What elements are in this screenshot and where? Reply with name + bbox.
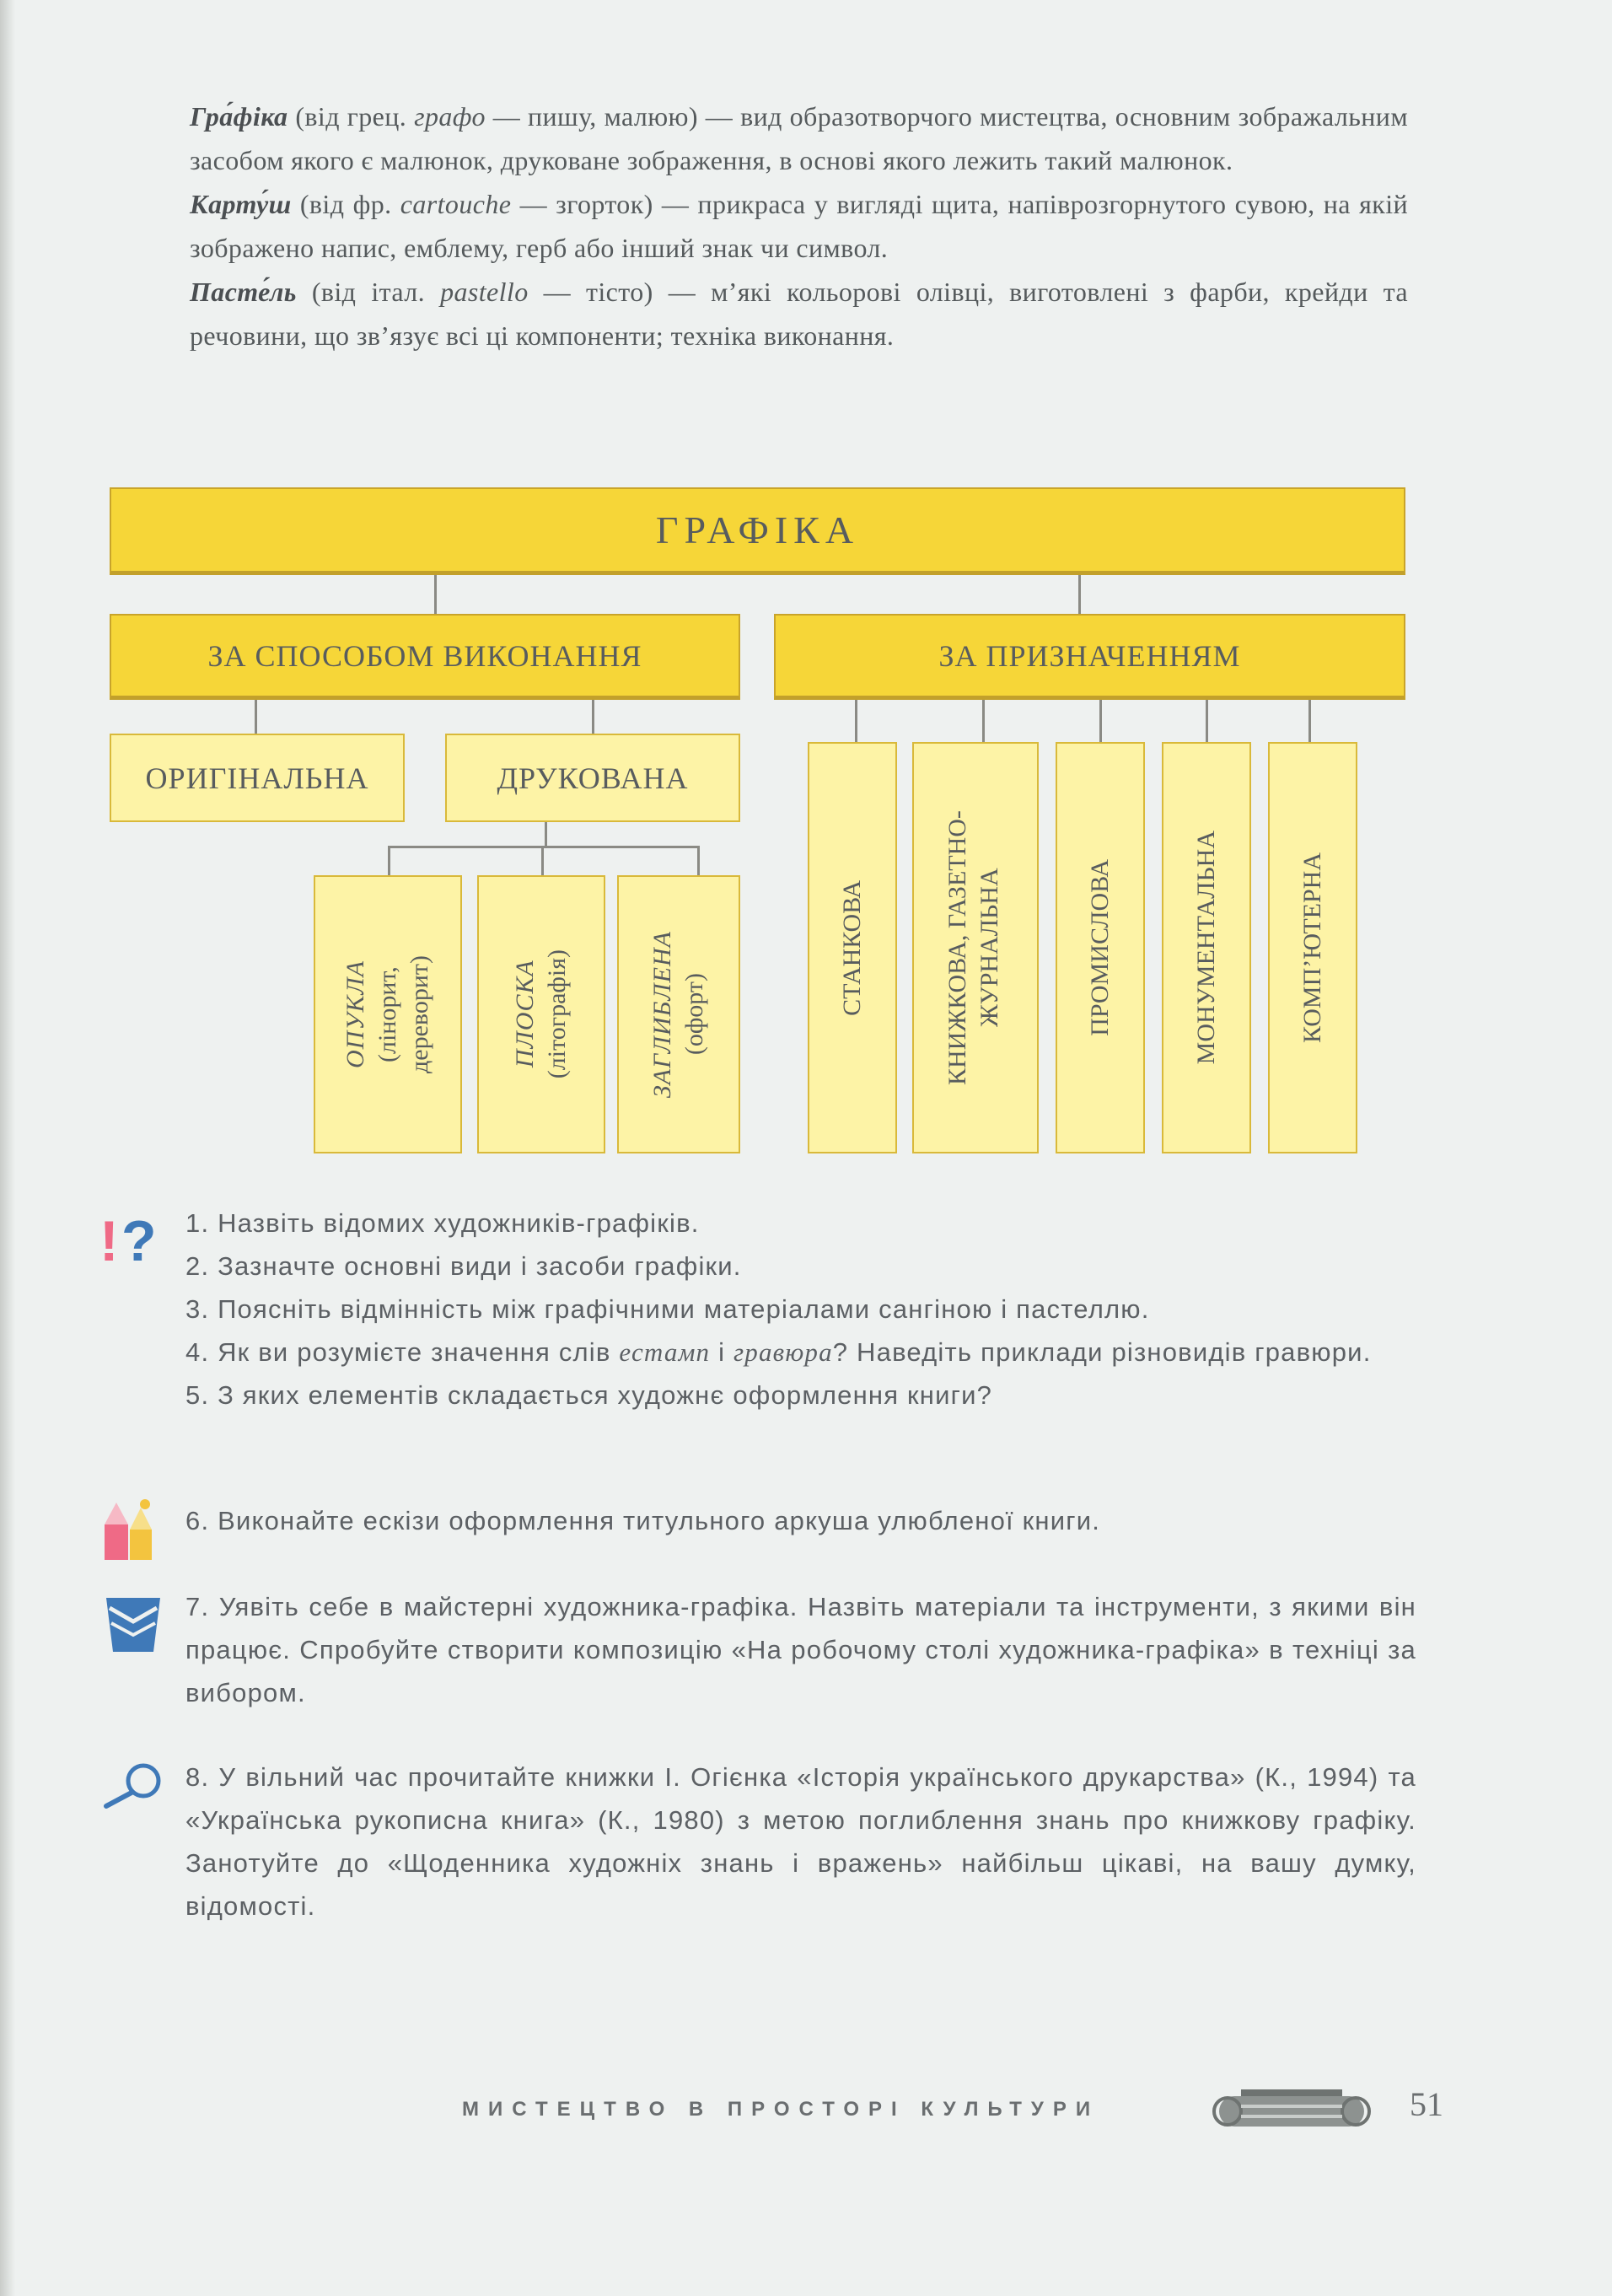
print-type-note: (офорт) <box>680 973 708 1056</box>
connector-line <box>255 700 257 734</box>
box-print-intaglio <box>617 875 740 1153</box>
connector-line <box>388 846 390 875</box>
print-type-name: ОПУКЛА <box>341 960 369 1069</box>
question-icon <box>98 1208 174 1276</box>
question-5: 5. З яких елементів складається художнє оформлення книги? <box>185 1380 993 1410</box>
magnifier-icon <box>99 1759 172 1809</box>
connector-line <box>982 700 985 742</box>
page-number: 51 <box>1410 2085 1443 2123</box>
glossary-entry-kartush: Карту́ш (від фр. cartouche — згорток) — прикраса у вигляді щита, напіврозгорнутого сувою, на якій зображено напис, емблему, герб або інший знак чи символ. <box>190 189 1409 263</box>
box-original: ОРИГІНАЛЬНА <box>110 734 405 822</box>
glossary-term: Карту́ш <box>190 189 292 219</box>
task-6: 6. Виконайте ескізи оформлення титульного аркуша улюбленої книги. <box>185 1506 1101 1535</box>
branch-by-execution: ЗА СПОСОБОМ ВИКОНАННЯ <box>110 614 740 700</box>
connector-line <box>545 822 547 846</box>
box-purpose-book: КНИЖКОВА, ГАЗЕТНО-ЖУРНАЛЬНА <box>912 742 1039 1153</box>
box-purpose-monumental: МОНУМЕНТАЛЬНА <box>1162 742 1251 1153</box>
running-head: МИСТЕЦТВО В ПРОСТОРІ КУЛЬТУРИ <box>462 2098 1100 2121</box>
connector-line <box>1308 700 1311 742</box>
box-purpose-easel: СТАНКОВА <box>808 742 897 1153</box>
brushes-cup-icon <box>101 1589 165 1657</box>
glossary-term: Гра́фіка <box>190 101 288 132</box>
box-print-relief <box>314 875 462 1153</box>
question-2: 2. Зазначте основні види і засоби графіки. <box>185 1251 742 1281</box>
task-8: 8. У вільний час прочитайте книжки І. Огієнка «Історія українського друкарства» (К., 1994) та «Українська рукописна книга» (К., 1980) з метою поглиблення знань про книжкову графіку. Занотуйте до «Щоденника художніх знань і вражень» найбільш цікаві, на вашу думку, відомості. <box>185 1762 1416 1921</box>
connector-line <box>592 700 594 734</box>
diagram-title: ГРАФІКА <box>110 487 1405 575</box>
question-4: 4. Як ви розумієте значення слів естамп і гравюра? Наведіть приклади різновидів гравюри. <box>185 1337 1372 1367</box>
svg-text:!: ! <box>99 1209 119 1273</box>
page-edge <box>0 0 15 2296</box>
connector-line <box>1078 575 1081 614</box>
connector-line <box>1099 700 1102 742</box>
box-purpose-computer: КОМП’ЮТЕРНА <box>1268 742 1357 1153</box>
question-1: 1. Назвіть відомих художників-графіків. <box>185 1208 700 1238</box>
connector-line <box>388 846 700 848</box>
print-type-name: ПЛОСКА <box>511 960 539 1068</box>
review-questions <box>185 1202 1416 1417</box>
glossary-entry-pastel: Пасте́ль (від італ. pastello — тісто) — м’які кольорові олівці, виготовлені з фарби, крейди та речовини, що зв’язує всі ці компоненти; техніка виконання. <box>190 277 1408 351</box>
connector-line <box>1206 700 1208 742</box>
branch-by-purpose: ЗА ПРИЗНАЧЕННЯМ <box>774 614 1405 700</box>
ornament-icon <box>1207 2083 1376 2138</box>
print-type-note: (літографія) <box>543 949 571 1079</box>
pencils-icon <box>101 1492 167 1563</box>
box-print-flat <box>477 875 605 1153</box>
box-printed: ДРУКОВАНА <box>445 734 740 822</box>
connector-line <box>697 846 700 875</box>
connector-line <box>434 575 437 614</box>
glossary-term: Пасте́ль <box>190 277 297 307</box>
question-3: 3. Поясніть відмінність між графічними матеріалами сангіною і пастеллю. <box>185 1294 1150 1324</box>
task-7: 7. Уявіть себе в майстерні художника-графіка. Назвіть матеріали та інструменти, з якими він працює. Спробуйте створити композицію «На робочому столі художника-графіка» в техніці за вибором. <box>185 1592 1416 1707</box>
svg-text:?: ? <box>121 1209 157 1273</box>
connector-line <box>855 700 857 742</box>
print-type-note: (лінорит, дереворит) <box>373 955 433 1074</box>
glossary-entry-grafika: Гра́фіка (від грец. графо — пишу, малюю) — вид образотворчого мистецтва, основним зображальним засобом якого є малюнок, друковане зображення, в основі якого лежить такий малюнок. <box>190 101 1408 175</box>
glossary <box>190 94 1408 358</box>
box-purpose-industrial: ПРОМИСЛОВА <box>1056 742 1145 1153</box>
print-type-name: ЗАГЛИБЛЕНА <box>648 930 676 1099</box>
connector-line <box>541 846 544 875</box>
